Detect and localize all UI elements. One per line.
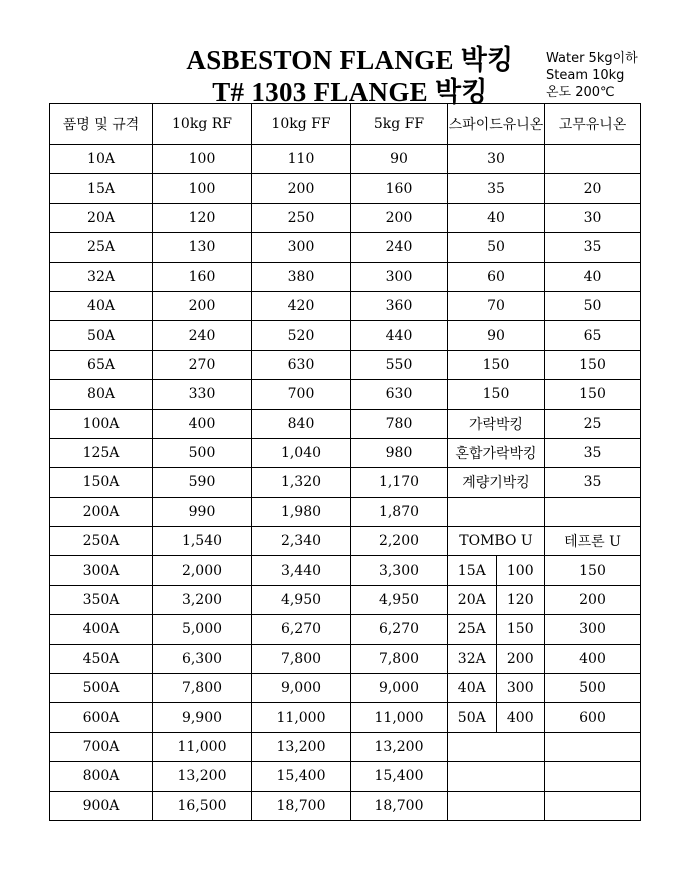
rubber-union-cell: 25 (545, 409, 641, 438)
price-10kg-rf-cell: 500 (153, 438, 252, 467)
table-row (50, 174, 641, 203)
rubber-union-cell: 300 (545, 615, 641, 644)
price-10kg-ff-cell: 18,700 (252, 791, 351, 820)
page-subtitle: T# 1303 FLANGE 박킹 (212, 77, 488, 107)
tombo-u-cell (448, 585, 545, 614)
price-10kg-rf-cell: 7,800 (153, 674, 252, 703)
price-10kg-rf-cell: 9,900 (153, 703, 252, 732)
price-10kg-rf-cell: 160 (153, 262, 252, 291)
table-row (50, 350, 641, 379)
rubber-union-cell: 150 (545, 556, 641, 585)
price-10kg-rf-cell: 990 (153, 497, 252, 526)
price-10kg-rf-cell: 100 (153, 145, 252, 174)
size-cell: 300A (50, 556, 153, 585)
size-cell: 80A (50, 380, 153, 409)
price-10kg-rf-cell: 5,000 (153, 615, 252, 644)
price-10kg-rf-cell: 400 (153, 409, 252, 438)
price-5kg-ff-cell: 7,800 (351, 644, 448, 673)
table-row (50, 497, 641, 526)
table-row (50, 291, 641, 320)
water-note: Water 5kg이하 (546, 51, 638, 66)
tombo-u-size: 15A (457, 562, 486, 579)
rubber-union-cell: 30 (545, 203, 641, 232)
spiral-union-cell: 가락박킹 (448, 409, 545, 438)
price-5kg-ff-cell: 9,000 (351, 674, 448, 703)
price-5kg-ff-cell: 1,170 (351, 468, 448, 497)
table-row (50, 145, 641, 174)
spiral-union-cell (448, 497, 545, 526)
size-cell: 10A (50, 145, 153, 174)
size-cell: 125A (50, 438, 153, 467)
table-row (50, 203, 641, 232)
table-row (50, 468, 641, 497)
rubber-union-cell: 150 (545, 380, 641, 409)
tombo-u-cell (448, 703, 545, 732)
rubber-union-cell: 200 (545, 585, 641, 614)
price-10kg-rf-cell: 590 (153, 468, 252, 497)
price-10kg-rf-cell: 240 (153, 321, 252, 350)
price-10kg-ff-cell: 200 (252, 174, 351, 203)
tombo-u-cell (448, 615, 545, 644)
price-10kg-ff-cell: 1,320 (252, 468, 351, 497)
size-cell: 400A (50, 615, 153, 644)
table-row (50, 674, 641, 703)
price-5kg-ff-cell: 15,400 (351, 762, 448, 791)
size-cell: 250A (50, 527, 153, 556)
spiral-union-cell (448, 791, 545, 820)
table-row (50, 762, 641, 791)
spiral-union-cell: 150 (448, 380, 545, 409)
size-cell: 40A (50, 291, 153, 320)
tombo-u-split (448, 586, 544, 614)
table-row (50, 438, 641, 467)
table-row (50, 321, 641, 350)
price-5kg-ff-cell: 6,270 (351, 615, 448, 644)
spiral-union-cell: 60 (448, 262, 545, 291)
price-10kg-ff-cell: 300 (252, 233, 351, 262)
rubber-union-cell: 65 (545, 321, 641, 350)
header-cell-spec: 품명 및 규격 (50, 104, 153, 145)
size-cell: 20A (50, 203, 153, 232)
price-5kg-ff-cell: 90 (351, 145, 448, 174)
rubber-union-cell: 테프론 U (545, 527, 641, 556)
spiral-union-cell: 90 (448, 321, 545, 350)
price-10kg-ff-cell: 4,950 (252, 585, 351, 614)
price-5kg-ff-cell: 980 (351, 438, 448, 467)
tombo-u-split (448, 556, 544, 584)
rubber-union-cell: 400 (545, 644, 641, 673)
rubber-union-cell: 150 (545, 350, 641, 379)
rubber-union-cell: 35 (545, 233, 641, 262)
spiral-union-cell: 계량기박킹 (448, 468, 545, 497)
tombo-u-size: 20A (457, 592, 486, 609)
price-10kg-ff-cell: 1,980 (252, 497, 351, 526)
table-row (50, 527, 641, 556)
price-5kg-ff-cell: 2,200 (351, 527, 448, 556)
rubber-union-cell: 600 (545, 703, 641, 732)
price-10kg-ff-cell: 13,200 (252, 732, 351, 761)
price-table-body (50, 104, 641, 821)
size-cell: 150A (50, 468, 153, 497)
rubber-union-cell (545, 497, 641, 526)
header-cell-5kg-ff: 5kg FF (351, 104, 448, 145)
table-row (50, 262, 641, 291)
size-cell: 15A (50, 174, 153, 203)
temperature-note: 온도 200℃ (546, 85, 615, 100)
price-10kg-rf-cell: 6,300 (153, 644, 252, 673)
rubber-union-cell: 20 (545, 174, 641, 203)
table-row (50, 380, 641, 409)
header-cell-rubber-union: 고무유니온 (545, 104, 641, 145)
price-5kg-ff-cell: 160 (351, 174, 448, 203)
rubber-union-cell: 35 (545, 438, 641, 467)
spiral-union-cell: 40 (448, 203, 545, 232)
rubber-union-cell (545, 145, 641, 174)
tombo-u-cell (448, 644, 545, 673)
table-row (50, 585, 641, 614)
price-10kg-rf-cell: 13,200 (153, 762, 252, 791)
price-5kg-ff-cell: 780 (351, 409, 448, 438)
rubber-union-cell: 35 (545, 468, 641, 497)
price-5kg-ff-cell: 550 (351, 350, 448, 379)
price-10kg-rf-cell: 270 (153, 350, 252, 379)
price-5kg-ff-cell: 4,950 (351, 585, 448, 614)
tombo-u-split (448, 645, 544, 673)
tombo-u-split (448, 674, 544, 702)
header-cell-10kg-rf: 10kg RF (153, 104, 252, 145)
tombo-u-size: 25A (457, 621, 486, 638)
price-10kg-ff-cell: 630 (252, 350, 351, 379)
price-5kg-ff-cell: 3,300 (351, 556, 448, 585)
price-10kg-ff-cell: 380 (252, 262, 351, 291)
tombo-u-size: 40A (457, 680, 486, 697)
price-10kg-ff-cell: 2,340 (252, 527, 351, 556)
price-10kg-ff-cell: 110 (252, 145, 351, 174)
size-cell: 450A (50, 644, 153, 673)
table-row (50, 615, 641, 644)
header-cell-spiral-union: 스파이드유니온 (448, 104, 545, 145)
price-10kg-rf-cell: 130 (153, 233, 252, 262)
tombo-u-price: 300 (496, 674, 545, 702)
size-cell: 800A (50, 762, 153, 791)
price-5kg-ff-cell: 200 (351, 203, 448, 232)
price-10kg-ff-cell: 6,270 (252, 615, 351, 644)
price-10kg-rf-cell: 11,000 (153, 732, 252, 761)
tombo-u-cell (448, 556, 545, 585)
tombo-u-price: 120 (496, 586, 545, 614)
price-10kg-ff-cell: 420 (252, 291, 351, 320)
price-10kg-ff-cell: 3,440 (252, 556, 351, 585)
price-5kg-ff-cell: 1,870 (351, 497, 448, 526)
spiral-union-cell: 혼합가락박킹 (448, 438, 545, 467)
rubber-union-cell (545, 791, 641, 820)
table-row (50, 556, 641, 585)
size-cell: 65A (50, 350, 153, 379)
price-10kg-rf-cell: 1,540 (153, 527, 252, 556)
tombo-u-price: 200 (496, 645, 545, 673)
price-10kg-rf-cell: 2,000 (153, 556, 252, 585)
price-10kg-ff-cell: 7,800 (252, 644, 351, 673)
price-table (49, 103, 641, 821)
price-10kg-ff-cell: 9,000 (252, 674, 351, 703)
price-5kg-ff-cell: 11,000 (351, 703, 448, 732)
spiral-union-cell: 35 (448, 174, 545, 203)
table-row (50, 644, 641, 673)
size-cell: 700A (50, 732, 153, 761)
rubber-union-cell: 50 (545, 291, 641, 320)
price-5kg-ff-cell: 630 (351, 380, 448, 409)
price-10kg-rf-cell: 100 (153, 174, 252, 203)
size-cell: 25A (50, 233, 153, 262)
table-row (50, 703, 641, 732)
tombo-u-price: 400 (496, 703, 545, 731)
table-row (50, 233, 641, 262)
price-10kg-rf-cell: 120 (153, 203, 252, 232)
size-cell: 900A (50, 791, 153, 820)
price-10kg-rf-cell: 16,500 (153, 791, 252, 820)
table-row (50, 732, 641, 761)
price-10kg-rf-cell: 200 (153, 291, 252, 320)
spiral-union-cell: 70 (448, 291, 545, 320)
spiral-union-cell (448, 732, 545, 761)
size-cell: 100A (50, 409, 153, 438)
size-cell: 32A (50, 262, 153, 291)
size-cell: 500A (50, 674, 153, 703)
price-5kg-ff-cell: 13,200 (351, 732, 448, 761)
spiral-union-cell (448, 762, 545, 791)
page-title: ASBESTON FLANGE 박킹 (186, 45, 514, 75)
tombo-u-cell (448, 674, 545, 703)
conditions-note (546, 50, 638, 101)
tombo-u-size: 32A (457, 650, 486, 667)
header-cell-10kg-ff: 10kg FF (252, 104, 351, 145)
price-5kg-ff-cell: 440 (351, 321, 448, 350)
price-10kg-rf-cell: 3,200 (153, 585, 252, 614)
price-5kg-ff-cell: 18,700 (351, 791, 448, 820)
table-row (50, 409, 641, 438)
price-10kg-ff-cell: 840 (252, 409, 351, 438)
price-10kg-ff-cell: 1,040 (252, 438, 351, 467)
size-cell: 350A (50, 585, 153, 614)
tombo-u-price: 150 (496, 615, 545, 643)
tombo-u-split (448, 615, 544, 643)
tombo-u-size: 50A (457, 709, 486, 726)
table-header-row (50, 104, 641, 145)
tombo-u-split (448, 703, 544, 731)
price-10kg-ff-cell: 520 (252, 321, 351, 350)
price-10kg-ff-cell: 11,000 (252, 703, 351, 732)
price-10kg-ff-cell: 15,400 (252, 762, 351, 791)
steam-note: Steam 10kg (546, 68, 625, 83)
price-10kg-rf-cell: 330 (153, 380, 252, 409)
size-cell: 600A (50, 703, 153, 732)
price-10kg-ff-cell: 700 (252, 380, 351, 409)
rubber-union-cell: 40 (545, 262, 641, 291)
price-5kg-ff-cell: 240 (351, 233, 448, 262)
table-row (50, 791, 641, 820)
price-5kg-ff-cell: 300 (351, 262, 448, 291)
price-10kg-ff-cell: 250 (252, 203, 351, 232)
rubber-union-cell (545, 732, 641, 761)
rubber-union-cell (545, 762, 641, 791)
spiral-union-cell: 30 (448, 145, 545, 174)
tombo-u-price: 100 (496, 556, 545, 584)
rubber-union-cell: 500 (545, 674, 641, 703)
size-cell: 200A (50, 497, 153, 526)
spiral-union-cell: TOMBO U (448, 527, 545, 556)
spiral-union-cell: 50 (448, 233, 545, 262)
spiral-union-cell: 150 (448, 350, 545, 379)
size-cell: 50A (50, 321, 153, 350)
price-5kg-ff-cell: 360 (351, 291, 448, 320)
